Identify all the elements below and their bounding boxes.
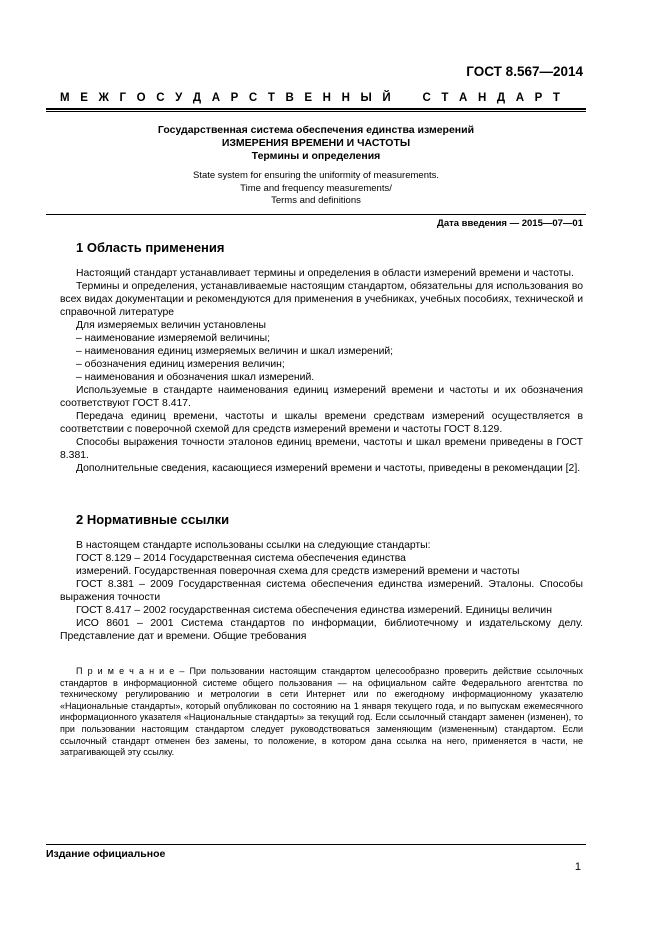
banner-letter: Е [80, 92, 88, 104]
gost-number: ГОСТ 8.567—2014 [466, 64, 583, 79]
banner-letter: А [459, 92, 468, 104]
english-title-block [46, 170, 586, 208]
banner-letter: А [515, 92, 525, 104]
section1-paragraph: Для измеряемых величин установлены [76, 320, 266, 331]
section1-paragraph: Дополнительные сведения, касающиеся измерений времени и частоты, приведены в рекомендации [2]. [76, 463, 581, 474]
banner-letter: Ы [360, 92, 372, 104]
title-en-line2: Time and frequency measurements/ [240, 182, 392, 194]
banner-letter: А [211, 92, 221, 104]
banner-letter: Р [230, 92, 239, 104]
section1-paragraph: Используемые в стандарте наименования единиц измерений времени и частоты и их обозначения соответствуют ГОСТ 8.417. [60, 385, 583, 409]
footer-rule [46, 844, 586, 845]
section2-heading: 2 Нормативные ссылки [76, 512, 230, 527]
page-number: 1 [574, 861, 581, 873]
banner-letter: Т [552, 92, 560, 104]
note-paragraph [60, 666, 583, 759]
section2-reference: ГОСТ 8.417 – 2002 государственная система обеспечения единства измерений. Единицы величин [76, 605, 552, 616]
section1-list-item: – наименование измеряемой величины; [76, 333, 271, 344]
banner-letter: С [422, 92, 431, 104]
russian-title-block [46, 124, 586, 163]
banner-letter: Ж [98, 92, 109, 104]
title-en-line3: Terms and definitions [271, 195, 361, 206]
banner-letter: Д [496, 92, 506, 104]
interstate-standard-banner [60, 92, 560, 104]
banner-letter: У [175, 92, 183, 104]
banner-letter: Д [192, 92, 202, 104]
official-edition-label: Издание официальное [46, 848, 166, 860]
banner-letter: Т [441, 92, 449, 104]
section1-body [60, 267, 583, 475]
section2-paragraph: В настоящем стандарте использованы ссылки на следующие стандарты: [76, 540, 431, 551]
title-sub: Термины и определения [251, 150, 381, 162]
banner-letter: Н [477, 92, 487, 104]
banner-letter: Н [341, 92, 350, 104]
note-block [60, 666, 583, 759]
note-label: П р и м е ч а н и е [76, 666, 175, 676]
banner-letter: В [285, 92, 294, 104]
section1-heading: 1 Область применения [76, 240, 225, 255]
header-rule-thin [46, 111, 586, 112]
section2-reference: ИСО 8601 – 2001 Система стандартов по информации, библиотечному и издательскому делу. Представление дат и времени. Общие требования [60, 618, 583, 642]
banner-letter: Й [382, 92, 391, 104]
section1-paragraph: Настоящий стандарт устанавливает термины и определения в области измерений времени и частоты. [76, 268, 574, 279]
banner-letter: С [248, 92, 258, 104]
section2-reference: измерений. Государственная поверочная схема для средств измерений времени и частоты [76, 566, 520, 577]
title-system: Государственная система обеспечения единства измерений [157, 124, 475, 136]
section1-paragraph: Передача единиц времени, частоты и шкалы времени средствам измерений осуществляется в соответствии с поверочной схемой для средств измерений времени и частоты ГОСТ 8.129. [60, 411, 583, 435]
title-en-line1: State system for ensuring the uniformity of measurements. [192, 170, 440, 181]
section1-list-item: – наименования единиц измеряемых величин и шкал измерений; [76, 346, 394, 357]
introduction-date: Дата введения — 2015—07—01 [437, 218, 583, 229]
banner-letter: Г [119, 92, 127, 104]
section1-paragraph: Способы выражения точности эталонов единиц времени, частоты и шкал времени приведены в ГОСТ 8.381. [60, 437, 583, 461]
date-rule [46, 214, 586, 215]
section1-list-item: – наименования и обозначения шкал измерений. [76, 372, 315, 383]
banner-letter: Е [304, 92, 313, 104]
banner-letter: О [136, 92, 146, 104]
section2-body [60, 539, 583, 643]
banner-letter: Р [534, 92, 543, 104]
title-main: ИЗМЕРЕНИЯ ВРЕМЕНИ И ЧАСТОТЫ [221, 137, 411, 149]
note-text: – При пользовании настоящим стандартом целесообразно проверить действие ссылочных стандартов в информационной системе общего пользования — на официальном сайте Федерального агентства по техническому регулированию и метрологии в сети Интернет или по ежегодному информационному указателю «Национальные стандарты», который опубликован по состоянию на 1 января текущего года, и по выпускам ежемесячного информационного указателя «Национальные стандарты» за текущий год. Если ссылочный стандарт заменен (изменен), то при пользовании настоящим стандартом следует руководствоваться заменяющим (измененным) стандартом. Если ссылочный стандарт отменен без замены, то положение, в котором дана ссылка на него, применяется в части, не затрагивающей эту ссылку. [60, 666, 583, 758]
section2-reference: ГОСТ 8.129 – 2014 Государственная система обеспечения единства [76, 553, 406, 564]
banner-letter: М [60, 92, 70, 104]
banner-letter: Т [267, 92, 275, 104]
banner-letter: С [156, 92, 165, 104]
section1-list-item: – обозначения единиц измерения величин; [76, 359, 285, 370]
section1-paragraph: Термины и определения, устанавливаемые настоящим стандартом, обязательны для использования во всех видах документации и рекомендуются для применения в учебниках, учебных пособиях, технической и справочной литературе [60, 281, 583, 318]
banner-letter: Н [322, 92, 331, 104]
section2-reference: ГОСТ 8.381 – 2009 Государственная система обеспечения единства измерений. Эталоны. Способы выражения точности [60, 579, 583, 603]
